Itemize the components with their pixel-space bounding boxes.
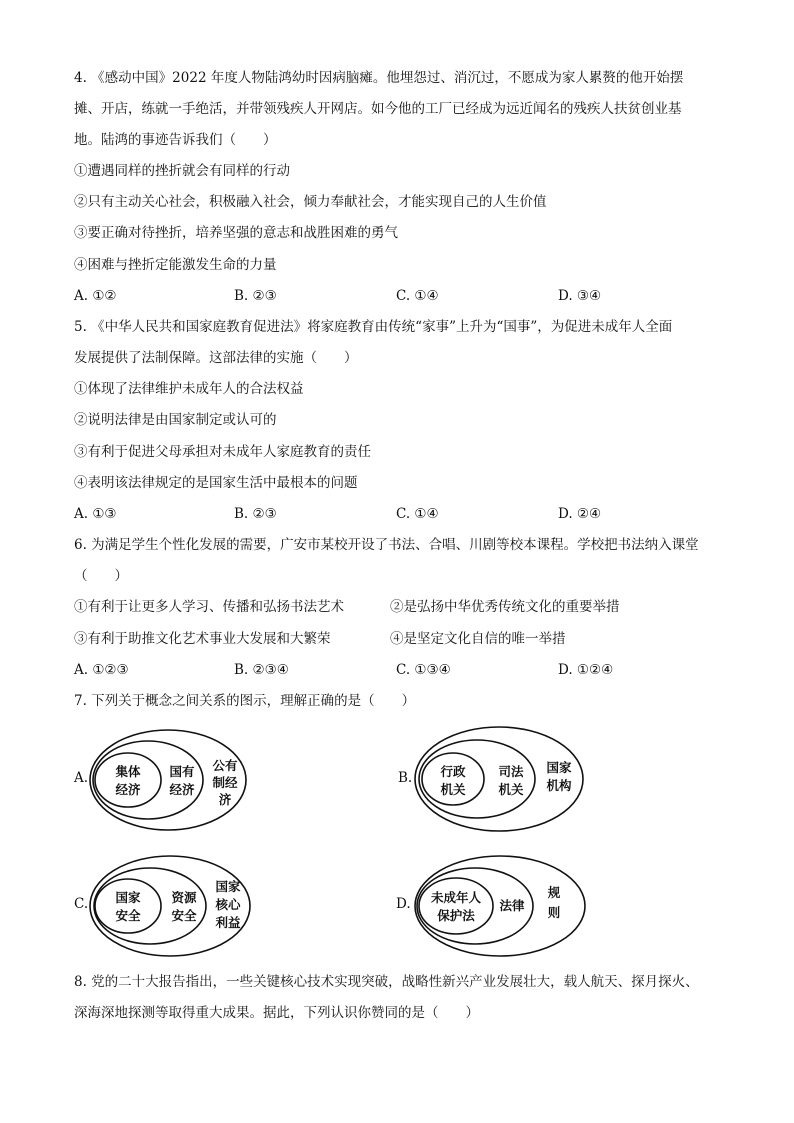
q5-statement-1: ①体现了法律维护未成年人的合法权益 [74, 381, 304, 397]
q5-stem-line-2: 发展提供了法制保障。这部法律的实施（ ） [74, 350, 358, 366]
q6-statement-1: ①有利于让更多人学习、传播和弘扬书法艺术 [74, 599, 344, 615]
q7-diagram-b-letter[interactable]: B. [398, 770, 413, 786]
diagram-b-middle-label-2: 机关 [498, 782, 524, 797]
diagram-b-middle-ellipse [419, 740, 535, 818]
q4-option-a[interactable]: A. ①② [74, 288, 117, 304]
q6-option-a[interactable]: A. ①②③ [74, 662, 129, 678]
q4-stem-line-1: 4. 《感动中国》2022 年度人物陆鸿幼时因病脑瘫。他埋怨过、消沉过，不愿成为家人累赘的他开始摆 [74, 70, 684, 86]
diagram-c-middle-label-1: 资源 [171, 890, 197, 905]
q6-statement-4: ④是坚定文化自信的唯一举措 [390, 631, 566, 647]
diagram-c-middle-ellipse [94, 868, 206, 944]
q4-stem-line-3: 地。陆鸿的事迹告诉我们（ ） [74, 132, 277, 148]
q6-statement-3: ③有利于助推文化艺术事业大发展和大繁荣 [74, 631, 331, 647]
diagram-a-inner-label-2: 经济 [115, 782, 141, 797]
q6-statements-row-1 [74, 598, 734, 616]
diagram-b-inner-label-1: 行政 [440, 764, 466, 779]
q6-option-d[interactable]: D. ①②④ [558, 662, 614, 678]
q4-statement-3: ③要正确对待挫折，培养坚强的意志和战胜困难的勇气 [74, 225, 398, 241]
q4-options [74, 287, 734, 305]
q5-option-d[interactable]: D. ②④ [558, 506, 602, 522]
q6-statement-2: ②是弘扬中华优秀传统文化的重要举措 [390, 599, 620, 615]
diagram-b-inner-ellipse [422, 753, 484, 805]
q6-option-b[interactable]: B. ②③④ [234, 662, 289, 678]
diagram-d-outer-label-1: 规 [547, 885, 561, 900]
q5-option-a[interactable]: A. ①③ [74, 506, 117, 522]
q7-stem: 7. 下列关于概念之间关系的图示，理解正确的是（ ） [74, 693, 416, 709]
q4-stem-line-2: 摊、开店，练就一手绝活，并带领残疾人开网店。如今他的工厂已经成为远近闻名的残疾人扶贫创业基 [74, 101, 682, 117]
diagram-c-inner-ellipse [95, 879, 161, 933]
q4-option-c[interactable]: C. ①④ [396, 288, 439, 304]
diagram-c-outer-label-2: 核心 [215, 897, 241, 912]
diagram-d-inner-ellipse [419, 878, 493, 934]
q7-diagram-a-letter[interactable]: A. [74, 770, 89, 786]
diagram-c-middle-label-2: 安全 [171, 908, 197, 923]
diagram-b-middle-label-1: 司法 [498, 764, 524, 779]
q5-stem-line-1: 5. 《中华人民共和国家庭教育促进法》将家庭教育由传统“家事”上升为“国事”，为促进未成年人全面 [74, 319, 673, 335]
q4-statement-2: ②只有主动关心社会，积极融入社会，倾力奉献社会，才能实现自己的人生价值 [74, 194, 547, 210]
diagram-a-middle-ellipse [93, 741, 203, 819]
q6-stem-line-1: 6. 为满足学生个性化发展的需要，广安市某校开设了书法、合唱、川剧等校本课程。学校把书法纳入课堂 [74, 537, 699, 553]
q6-option-c[interactable]: C. ①③④ [396, 662, 451, 678]
q7-diagram-a [88, 724, 258, 834]
q4-statement-1: ①遭遇同样的挫折就会有同样的行动 [74, 163, 290, 179]
diagram-b-outer-label-2: 机构 [546, 778, 572, 793]
q6-statements-row-2 [74, 630, 734, 648]
q5-option-c[interactable]: C. ①④ [396, 506, 439, 522]
diagram-d-middle-label-1: 法律 [499, 898, 525, 913]
q7-diagram-b [413, 722, 588, 834]
q7-diagram-c-letter[interactable]: C. [74, 896, 89, 912]
q6-stem-line-2: （ ） [74, 568, 128, 584]
diagram-c-inner-label-2: 安全 [115, 908, 141, 923]
q4-option-d[interactable]: D. ③④ [558, 288, 602, 304]
q5-option-b[interactable]: B. ②③ [234, 506, 277, 522]
diagram-a-outer-label-1: 公有 [212, 758, 238, 773]
diagram-a-outer-label-3: 济 [218, 792, 232, 807]
q5-statement-2: ②说明法律是由国家制定或认可的 [74, 412, 277, 428]
diagram-a-inner-ellipse [95, 753, 161, 807]
diagram-a-middle-label-2: 经济 [169, 782, 195, 797]
q7-diagram-d-letter[interactable]: D. [396, 896, 411, 912]
q5-statement-3: ③有利于促进父母承担对未成年人家庭教育的责任 [74, 444, 371, 460]
diagram-a-inner-label-1: 集体 [115, 764, 141, 779]
q5-statement-4: ④表明该法律规定的是国家生活中最根本的问题 [74, 475, 358, 491]
diagram-b-outer-label-1: 国家 [546, 760, 572, 775]
q6-options [74, 661, 734, 679]
q8-stem-line-2: 深海深地探测等取得重大成果。据此，下列认识你赞同的是（ ） [74, 1005, 479, 1021]
q4-option-b[interactable]: B. ②③ [234, 288, 277, 304]
diagram-c-outer-label-1: 国家 [215, 879, 241, 894]
q5-options [74, 505, 734, 523]
q7-diagram-c [88, 851, 260, 961]
q8-stem-line-1: 8. 党的二十大报告指出，一些关键核心技术实现突破，战略性新兴产业发展壮大，载人航天、探月探火、 [74, 974, 699, 990]
diagram-d-inner-label-2: 保护法 [437, 908, 475, 923]
q4-statement-4: ④困难与挫折定能激发生命的力量 [74, 257, 277, 273]
q7-diagram-d [412, 851, 590, 961]
diagram-c-inner-label-1: 国家 [115, 890, 141, 905]
diagram-d-inner-label-1: 未成年人 [430, 890, 482, 905]
diagram-b-inner-label-2: 机关 [440, 782, 466, 797]
diagram-c-outer-label-3: 利益 [215, 915, 241, 930]
diagram-a-middle-label-1: 国有 [169, 764, 195, 779]
diagram-a-outer-label-2: 制经 [212, 775, 238, 790]
diagram-d-outer-label-2: 则 [547, 905, 561, 920]
